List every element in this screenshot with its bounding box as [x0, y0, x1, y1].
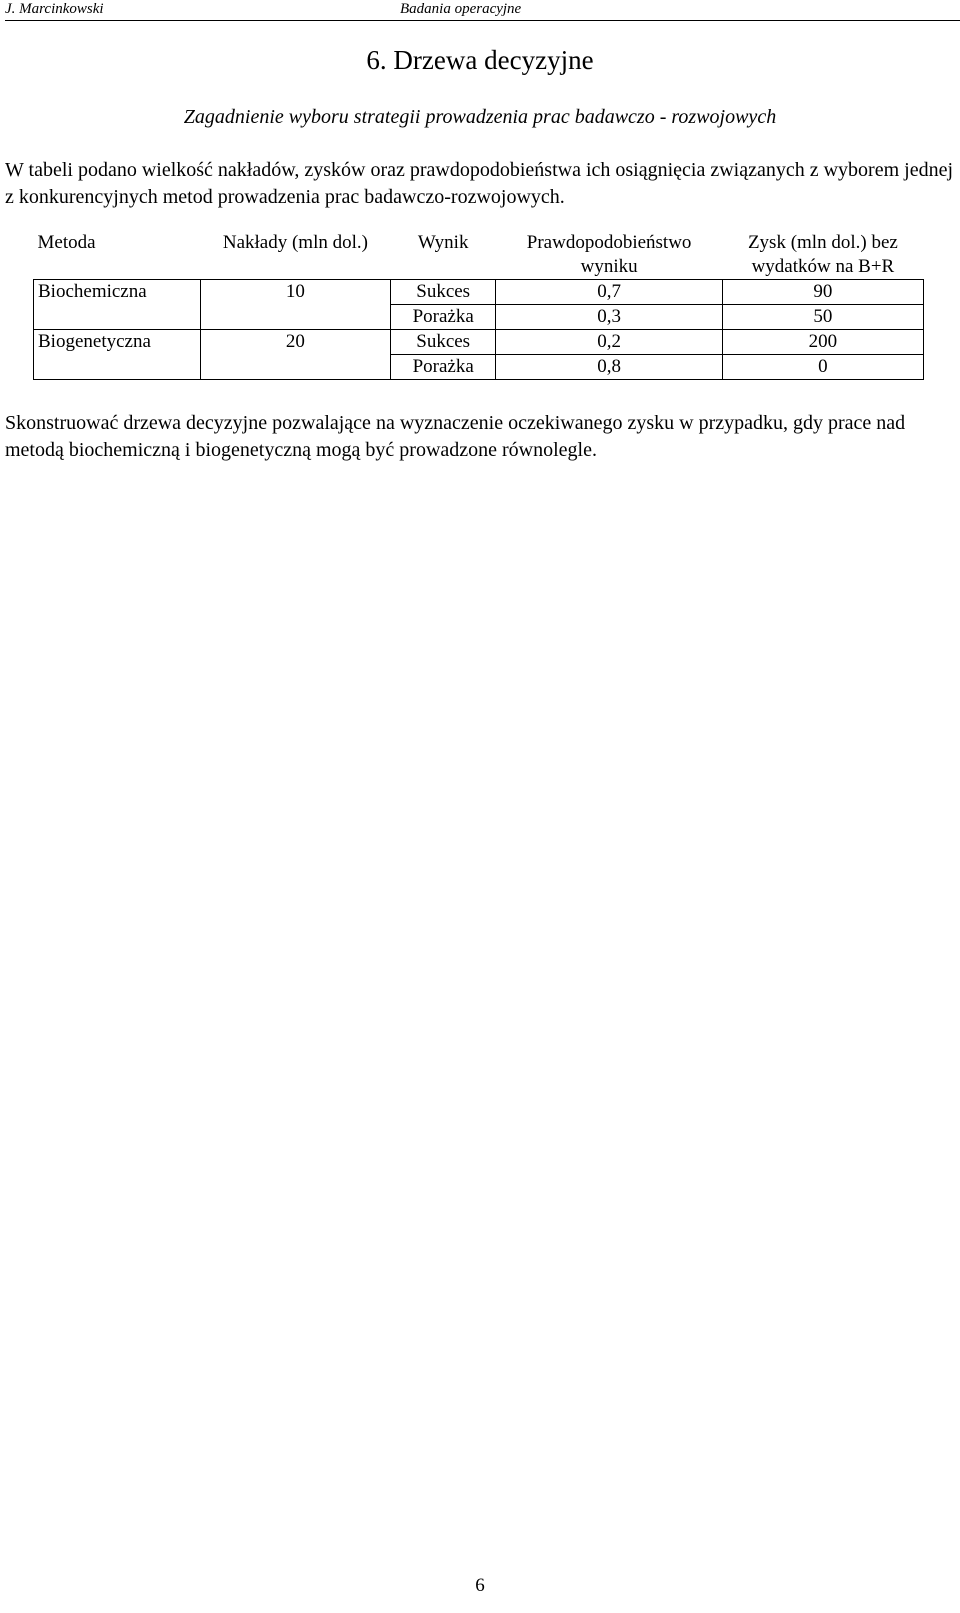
page-header — [5, 0, 960, 21]
header-metoda: Metoda — [37, 232, 96, 253]
table-row — [34, 330, 924, 355]
cell-naklady: 10 — [200, 280, 390, 305]
cell-naklady — [200, 355, 390, 380]
cell-wynik: Porażka — [390, 305, 496, 330]
table-row — [34, 305, 924, 330]
table-header-row — [34, 231, 924, 280]
task-paragraph: Skonstruować drzewa decyzyjne pozwalające na wyznaczenie oczekiwanego zysku w przypadku, gdy prace nad metodą biochemiczną i biogenetyczną mogą być prowadzone równolegle. — [5, 412, 906, 461]
section-subtitle: Zagadnienie wyboru strategii prowadzenia prac badawczo - rozwojowych — [183, 106, 777, 128]
intro-paragraph: W tabeli podano wielkość nakładów, zysków oraz prawdopodobieństwa ich osiągnięcia związanych z wyborem jednej z konkurencyjnych metod prowadzenia prac badawczo-rozwojowych. — [5, 159, 954, 208]
cell-zysk: 90 — [722, 280, 923, 305]
cell-metoda — [34, 355, 201, 380]
decision-data-table — [33, 231, 924, 380]
cell-zysk: 200 — [722, 330, 923, 355]
header-prob-line1: Prawdopodobieństwo — [526, 232, 692, 253]
cell-zysk: 50 — [722, 305, 923, 330]
table-row — [34, 280, 924, 305]
header-wynik: Wynik — [417, 232, 469, 253]
cell-zysk: 0 — [722, 355, 923, 380]
page-title: 6. Drzewa decyzyjne — [366, 45, 594, 75]
header-zysk-line2: wydatków na B+R — [751, 256, 895, 277]
cell-wynik: Sukces — [390, 330, 496, 355]
header-course: Badania operacyjne — [400, 1, 522, 17]
cell-metoda — [34, 305, 201, 330]
cell-metoda: Biogenetyczna — [34, 330, 201, 355]
cell-naklady: 20 — [200, 330, 390, 355]
header-author: J. Marcinkowski — [5, 1, 104, 17]
page-number: 6 — [475, 1575, 485, 1596]
cell-prob: 0,7 — [496, 280, 722, 305]
cell-wynik: Sukces — [390, 280, 496, 305]
cell-metoda: Biochemiczna — [34, 280, 201, 305]
cell-naklady — [200, 305, 390, 330]
cell-prob: 0,2 — [496, 330, 722, 355]
cell-prob: 0,8 — [496, 355, 722, 380]
header-zysk-line1: Zysk (mln dol.) bez — [747, 232, 898, 253]
cell-wynik: Porażka — [390, 355, 496, 380]
table-row — [34, 355, 924, 380]
header-prob-line2: wyniku — [580, 256, 638, 277]
header-naklady: Nakłady (mln dol.) — [222, 232, 368, 253]
cell-prob: 0,3 — [496, 305, 722, 330]
header-prawdopodobienstwo — [496, 231, 722, 280]
header-zysk — [722, 231, 923, 280]
